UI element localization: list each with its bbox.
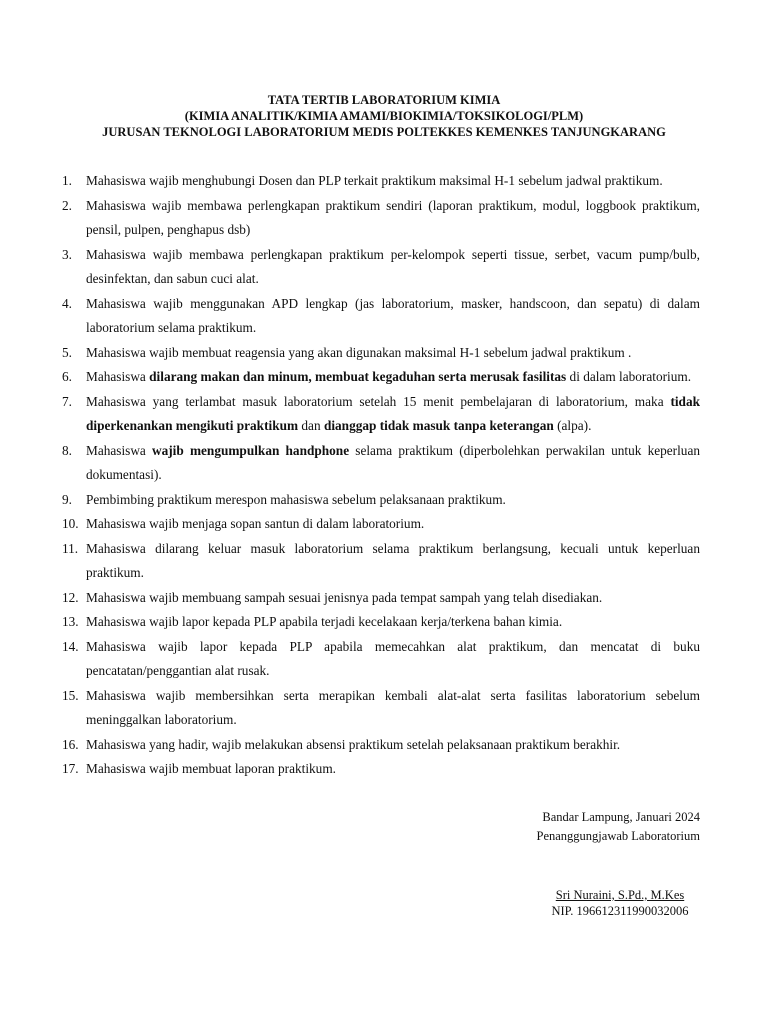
signature-block bbox=[400, 808, 700, 846]
rule-text-part: Mahasiswa yang hadir, wajib melakukan absensi praktikum setelah pelaksanaan praktikum berakhir. bbox=[86, 736, 621, 752]
rule-item bbox=[62, 537, 700, 586]
rule-text-part: Pembimbing praktikum merespon mahasiswa sebelum pelaksanaan praktikum. bbox=[86, 491, 506, 507]
rule-text bbox=[86, 194, 700, 243]
rule-number: 10. bbox=[62, 516, 79, 531]
rule-number: 17. bbox=[62, 761, 79, 776]
rule-emphasis: tidak diperkenankan mengikuti praktikum bbox=[86, 393, 700, 433]
rule-item bbox=[62, 243, 700, 292]
rule-item bbox=[62, 169, 700, 194]
rule-number: 4. bbox=[62, 295, 72, 311]
rule-number: 13. bbox=[62, 614, 79, 629]
rule-emphasis: dianggap tidak masuk tanpa keterangan bbox=[323, 418, 554, 433]
document-subtitle: (KIMIA ANALITIK/KIMIA AMAMI/BIOKIMIA/TOKSIKOLOGI/PLM) bbox=[184, 109, 584, 123]
rule-text bbox=[86, 537, 700, 586]
rule-text bbox=[86, 757, 700, 782]
rule-number: 2. bbox=[62, 197, 72, 213]
rule-number: 9. bbox=[62, 491, 72, 507]
rule-item bbox=[62, 586, 700, 611]
signer-nip: NIP. 196612311990032006 bbox=[551, 904, 689, 918]
rule-text-part: Mahasiswa wajib membersihkan serta merapikan kembali alat-alat serta fasilitas laboratorium sebelum meninggalkan laboratorium. bbox=[86, 687, 700, 727]
rule-item bbox=[62, 733, 700, 758]
rule-item bbox=[62, 390, 700, 439]
rule-text-part: Mahasiswa bbox=[86, 442, 152, 458]
rule-item bbox=[62, 610, 700, 635]
rule-text-part: Mahasiswa wajib menjaga sopan santun di dalam laboratorium. bbox=[86, 516, 425, 531]
rule-item bbox=[62, 439, 700, 488]
rule-text-part: Mahasiswa yang terlambat masuk laboratorium setelah 15 menit pembelajaran di laboratorium, maka bbox=[86, 393, 671, 409]
rule-text bbox=[86, 292, 700, 341]
rule-text bbox=[86, 243, 700, 292]
rule-text-part: Mahasiswa wajib menggunakan APD lengkap (jas laboratorium, masker, handscoon, dan sepatu) di dalam laboratorium selama praktikum. bbox=[86, 295, 700, 335]
rule-text bbox=[86, 610, 700, 635]
rule-item bbox=[62, 292, 700, 341]
rule-text bbox=[86, 684, 700, 733]
rule-text-part: Mahasiswa wajib membuat laporan praktikum. bbox=[86, 761, 336, 776]
rule-item bbox=[62, 194, 700, 243]
rule-number: 6. bbox=[62, 369, 72, 384]
place-date: Bandar Lampung, Januari 2024 bbox=[542, 810, 700, 824]
rule-text-part: Mahasiswa wajib lapor kepada PLP apabila memecahkan alat praktikum, dan mencatat di buku pencatatan/penggantian alat rusak. bbox=[86, 638, 700, 678]
rule-text bbox=[86, 586, 700, 611]
rule-text-part: di dalam laboratorium. bbox=[566, 369, 692, 384]
rule-number: 5. bbox=[62, 344, 72, 360]
rule-text bbox=[86, 733, 700, 758]
rule-number: 7. bbox=[62, 393, 72, 409]
rule-text-part: Mahasiswa wajib membuat reagensia yang akan digunakan maksimal H-1 sebelum jadwal praktikum . bbox=[86, 344, 632, 360]
rule-number: 11. bbox=[62, 540, 79, 556]
rule-text bbox=[86, 341, 700, 366]
rule-number: 3. bbox=[62, 246, 72, 262]
rule-text bbox=[86, 488, 700, 513]
rule-text-part: Mahasiswa dilarang keluar masuk laboratorium selama praktikum berlangsung, kecuali untuk keperluan praktikum. bbox=[86, 540, 700, 580]
rule-text-part: Mahasiswa wajib membuang sampah sesuai jenisnya pada tempat sampah yang telah disediakan. bbox=[86, 589, 603, 605]
document-header bbox=[60, 92, 708, 140]
rule-number: 12. bbox=[62, 589, 79, 605]
rule-item bbox=[62, 341, 700, 366]
rule-number: 8. bbox=[62, 442, 72, 458]
rule-number: 15. bbox=[62, 687, 79, 703]
rule-number: 16. bbox=[62, 736, 79, 752]
signer-role: Penanggungjawab Laboratorium bbox=[536, 829, 700, 843]
rule-number: 14. bbox=[62, 638, 79, 654]
rule-item bbox=[62, 488, 700, 513]
rule-emphasis: dilarang makan dan minum, membuat kegaduhan serta merusak fasilitas bbox=[149, 369, 567, 384]
rule-text-part: Mahasiswa wajib lapor kepada PLP apabila terjadi kecelakaan kerja/terkena bahan kimia. bbox=[86, 614, 563, 629]
institution-name: JURUSAN TEKNOLOGI LABORATORIUM MEDIS POLTEKKES KEMENKES TANJUNGKARANG bbox=[102, 125, 666, 139]
rule-text bbox=[86, 512, 700, 537]
rule-text bbox=[86, 390, 700, 439]
rule-text-part: Mahasiswa wajib membawa perlengkapan praktikum per-kelompok seperti tissue, serbet, vacum pump/bulb, desinfektan, dan sabun cuci alat. bbox=[86, 246, 700, 286]
rule-emphasis: wajib mengumpulkan handphone bbox=[152, 442, 350, 458]
rule-text-part: Mahasiswa wajib membawa perlengkapan praktikum sendiri (laporan praktikum, modul, loggbook praktikum, pensil, pulpen, penghapus dsb) bbox=[86, 197, 700, 237]
rule-text-part: Mahasiswa wajib menghubungi Dosen dan PLP terkait praktikum maksimal H-1 sebelum jadwal praktikum. bbox=[86, 173, 663, 188]
signer-name: Sri Nuraini, S.Pd., M.Kes bbox=[555, 888, 685, 902]
rule-item bbox=[62, 757, 700, 782]
rule-text bbox=[86, 365, 700, 390]
rule-text bbox=[86, 439, 700, 488]
rule-text-part: Mahasiswa bbox=[86, 369, 150, 384]
rule-item bbox=[62, 365, 700, 390]
rules-list bbox=[62, 169, 700, 782]
rule-text-part: (alpa). bbox=[553, 418, 592, 433]
rule-text-part: selama praktikum (diperbolehkan perwakilan untuk keperluan dokumentasi). bbox=[86, 442, 700, 482]
rule-item bbox=[62, 635, 700, 684]
rule-text bbox=[86, 169, 700, 194]
rule-item bbox=[62, 684, 700, 733]
document-title: TATA TERTIB LABORATORIUM KIMIA bbox=[267, 93, 501, 107]
rule-text bbox=[86, 635, 700, 684]
rule-number: 1. bbox=[62, 173, 72, 188]
signer-block bbox=[530, 887, 710, 919]
rule-item bbox=[62, 512, 700, 537]
rule-text-part: dan bbox=[298, 418, 324, 433]
